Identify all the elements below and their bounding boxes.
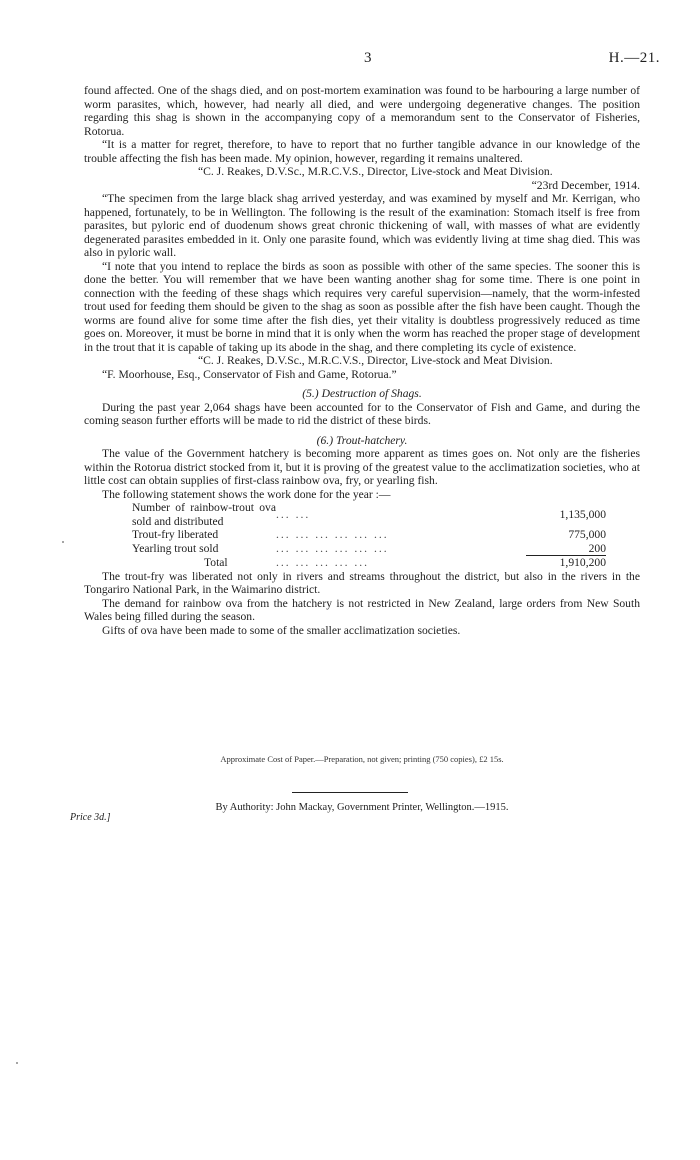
row-value: 200 [588, 541, 606, 555]
dot-leader: ... ... ... ... ... ... [276, 528, 389, 541]
document-code: H.—21. [608, 50, 660, 66]
section-heading-shags: (5.) Destruction of Shags. [302, 387, 422, 400]
memo-date: “23rd December, 1914. [531, 178, 640, 192]
row-label: Trout-fry liberated [132, 528, 219, 541]
printer-authority-line: By Authority: John Mackay, Government Printer, Wellington.—1915. [215, 802, 509, 813]
paragraph: Gifts of ova have been made to some of the smaller acclimatization societies. [102, 623, 461, 637]
scan-speck [16, 1062, 18, 1064]
paragraph: “The specimen from the large black shag arrived yesterday, and was examined by myself and Mr. Kerrigan, who happened, fortunately, to be in Wellington. The following is the result of the examination: Stomach itself is free from parasites, but pyloric end of duodenum shows great chronic thickening of wall, with masses of what are evidently degenerated parasites embedded in it. Only one parasite found, which was evidently living at time shag died. This was also in pyloric wall. [84, 192, 640, 259]
total-row [132, 556, 606, 570]
paragraph: The value of the Government hatchery is becoming more apparent as times goes on. Not only are the fisheries within the Rotorua district stocked from it, but it is proving of the greatest value to the acclimatization societies, who at little cost can obtain supplies of first-class rainbow ova, fry, or yearling fish. [84, 447, 640, 487]
paragraph: found affected. One of the shags died, and on post-mortem examination was found to be harbouring a large number of worm parasites, which, however, had nearly all died, and were undergoing degenerative changes. The position regarding this shag is shown in the accompanying copy of a memorandum sent to the Conservator of Fisheries, Rotorua. [84, 84, 640, 138]
table-row [132, 528, 606, 542]
section-heading-hatchery: (6.) Trout-hatchery. [316, 433, 408, 447]
divider-rule [292, 792, 408, 793]
paragraph: The demand for rainbow ova from the hatchery is not restricted in New Zealand, large orders from New South Wales being filled during the season. [84, 596, 640, 623]
cost-of-paper-note: Approximate Cost of Paper.—Preparation, not given; printing (750 copies), £2 15s. [220, 754, 504, 764]
dot-leader: ... ... ... ... ... ... [276, 541, 389, 555]
paragraph: The trout-fry was liberated not only in rivers and streams throughout the district, but also in the rivers in the Tongariro National Park, in the Waimarino district. [84, 569, 640, 596]
paragraph: During the past year 2,064 shags have been accounted for to the Conservator of Fish and Game, and during the coming season further efforts will be made to rid the district of these birds. [84, 400, 640, 427]
paragraph: The following statement shows the work done for the year :— [102, 487, 391, 501]
addressee-line: “F. Moorhouse, Esq., Conservator of Fish and Game, Rotorua.” [102, 367, 397, 381]
row-value: 1,135,000 [559, 507, 606, 521]
paragraph: “I note that you intend to replace the birds as soon as possible with other of the same species. The sooner this is done the better. You will remember that we have been wanting another shag for some time. There is one point in connection with the feeding of these shags which requires very careful supervision—namely, that the worm-infested trout used for feeding them should be given to the shag as soon as possible after the fish have been caught. Though the worms are found alive for some time after the fish dies, yet their vitality is doubtless progressively reduced as time goes on. Moreover, it must be borne in mind that it is only when the worm has reached the proper stage of development in the trout that it is capable of taking up its abode in the shag, and there completing its cycle of existence. [84, 259, 640, 354]
row-label: Yearling trout sold [132, 541, 219, 555]
row-value: 775,000 [568, 528, 606, 541]
scan-speck [62, 541, 64, 543]
signature-line: “C. J. Reakes, D.V.Sc., M.R.C.V.S., Director, Live-stock and Meat Division. [198, 165, 553, 178]
dot-leader: ... ... ... ... ... [276, 555, 370, 569]
dot-leader: ... ... [276, 507, 311, 521]
paragraph: “It is a matter for regret, therefore, to have to report that no further tangible advance in our knowledge of the trouble affecting the fish has been made. My opinion, however, regarding it remains unaltered. [84, 138, 640, 165]
document-body [84, 84, 640, 637]
signature-line: “C. J. Reakes, D.V.Sc., M.R.C.V.S., Director, Live-stock and Meat Division. [198, 354, 553, 367]
total-label: Total [204, 555, 228, 569]
hatchery-statement-table [132, 501, 606, 570]
table-row [132, 542, 606, 556]
row-label: Number of rainbow-trout ova sold and distributed [132, 501, 276, 528]
page-number: 3 [364, 50, 372, 66]
table-row [132, 501, 606, 528]
price-note: Price 3d.] [70, 812, 111, 823]
total-value: 1,910,200 [526, 556, 606, 570]
